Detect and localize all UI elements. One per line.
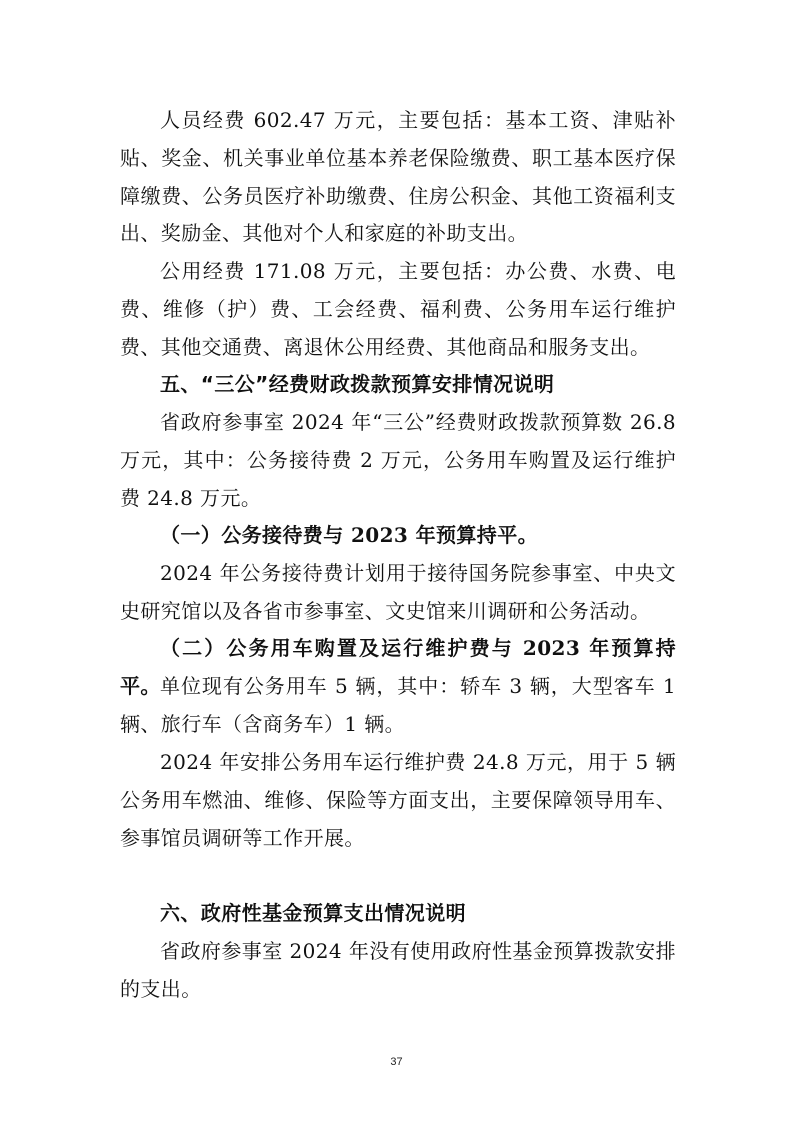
paragraph-vehicle-count: 单位现有公务用车 5 辆，其中：轿车 3 辆，大型客车 1 辆、旅行车（含商务车）1 辆。 [120, 674, 676, 736]
paragraph-three-public-budget: 省政府参事室 2024 年“三公”经费财政拨款预算数 26.8 万元，其中：公务接待费 2 万元，公务用车购置及运行维护费 24.8 万元。 [120, 410, 676, 510]
paragraph-vehicle-maintenance: 2024 年安排公务用车运行维护费 24.8 万元，用于 5 辆公务用车燃油、维修、保险等方面支出，主要保障领导用车、参事馆员调研等工作开展。 [120, 750, 676, 850]
subheading-vehicle-expenses: （二）公务用车购置及运行维护费与 2023 年预算持平。 [120, 636, 676, 698]
paragraph-reception-plan: 2024 年公务接待费计划用于接待国务院参事室、中央文史研究馆以及各省市参事室、文史馆来川调研和公务活动。 [120, 561, 676, 623]
paragraph-government-fund: 省政府参事室 2024 年没有使用政府性基金预算拨款安排的支出。 [120, 939, 676, 1001]
paragraph-public-expenses: 公用经费 171.08 万元，主要包括：办公费、水费、电费、维修（护）费、工会经费、福利费、公务用车运行维护费、其他交通费、离退休公用经费、其他商品和服务支出。 [120, 259, 676, 359]
subheading-reception-expenses: （一）公务接待费与 2023 年预算持平。 [160, 523, 538, 547]
section-heading-three-public: 五、“三公”经费财政拨款预算安排情况说明 [160, 372, 555, 396]
page-number: 37 [390, 1056, 403, 1068]
paragraph-personnel-expenses: 人员经费 602.47 万元，主要包括：基本工资、津贴补贴、奖金、机关事业单位基本养老保险缴费、职工基本医疗保障缴费、公务员医疗补助缴费、住房公积金、其他工资福利支出、奖励金、其他对个人和家庭的补助支出。 [120, 108, 676, 246]
section-heading-government-fund: 六、政府性基金预算支出情况说明 [160, 901, 466, 925]
